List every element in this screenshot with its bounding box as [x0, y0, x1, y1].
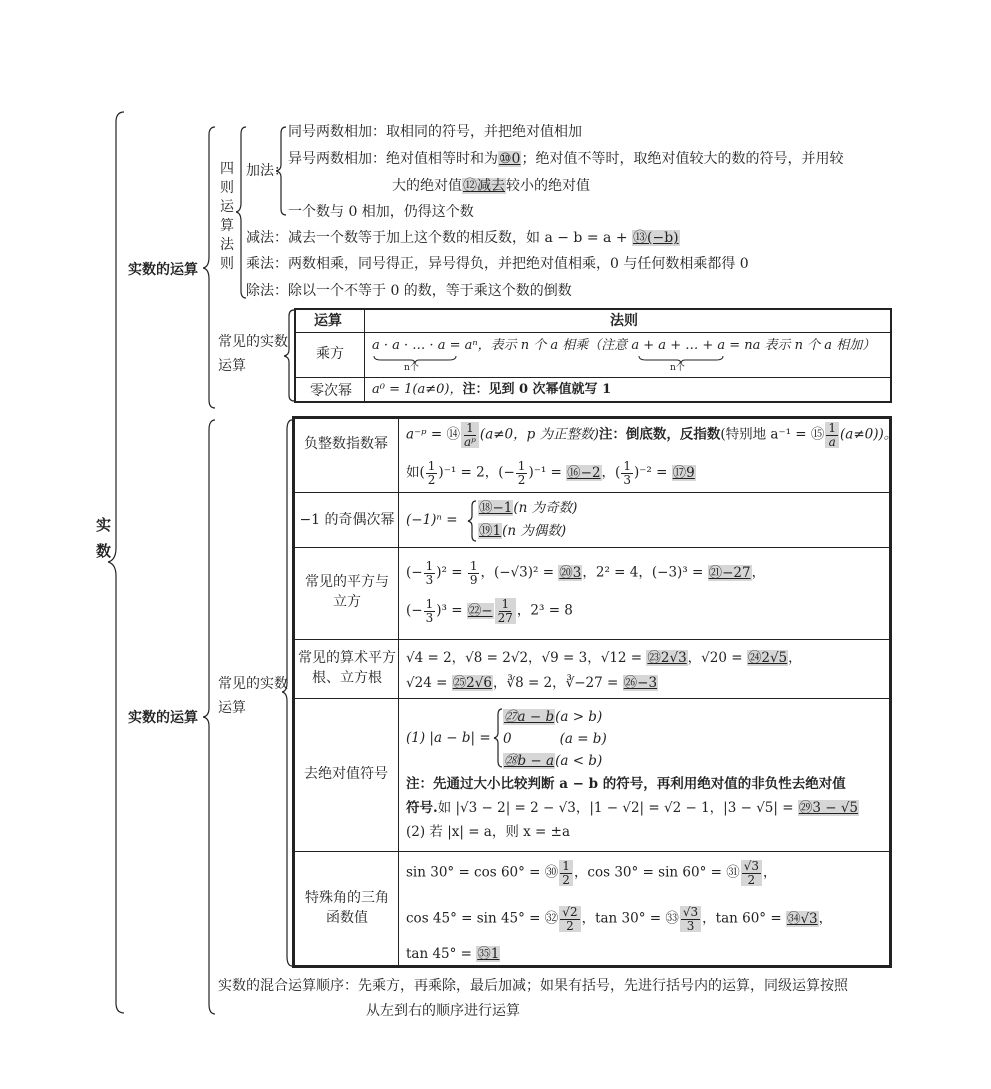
abs-example: 符号.如 |√3 − 2| = 2 − √3，|1 − √2| = √2 − 1，|3 − √5| = ㉙3 − √5 — [406, 800, 859, 816]
section1-brace — [203, 125, 217, 410]
roots-line1: √4 = 2，√8 = 2√2，√9 = 3，√12 = ㉓2√3，√20 = ㉔2√5， — [406, 650, 802, 666]
abs-part2: (2) 若 |x| = a，则 x = ±a — [406, 824, 571, 840]
section2-common-label: 常见的实数运算 — [218, 676, 288, 716]
n-count-2: n个 — [670, 363, 685, 373]
zero-power-rule: a⁰ = 1(a≠0)，注：见到 0 次幂值就写 1 — [372, 382, 612, 397]
mixed-order-line2: 从左到右的顺序进行运算 — [366, 1003, 520, 1019]
table-header-op: 运算 — [314, 313, 342, 329]
abs-brace — [493, 708, 503, 768]
row-absolute-value: 去绝对值符号 — [304, 766, 388, 782]
power-label: 乘方 — [316, 346, 344, 362]
rules-label: 四则运算法则 — [220, 161, 234, 272]
mul-rule: 乘法：两数相乘，同号得正，异号得负，并把绝对值相乘，0 与任何数相乘都得 0 — [246, 256, 749, 272]
section2-brace — [203, 418, 217, 1016]
sub-rule: 减法：减去一个数等于加上这个数的相反数，如 a − b = a + ⑬(−b) — [246, 230, 679, 246]
abs-case-1: ㉗a − b(a > b) — [504, 709, 603, 725]
minus-one-power-lead: (−1)ⁿ = — [406, 512, 458, 528]
blank-24: ㉔2√5 — [747, 650, 788, 666]
blank-20: ⑳3 — [559, 564, 582, 581]
section1-label: 实数的运算 — [128, 262, 198, 278]
power-rule: a · a · … · a = aⁿ，表示 n 个 a 相乘（注意 a + a + … + a = na 表示 n 个 a 相加） — [372, 338, 876, 353]
minus-one-even: ⑲1(n 为偶数) — [479, 523, 567, 539]
blank-22: ㉒− — [467, 602, 493, 619]
blank-29: ㉙3 − √5 — [798, 800, 859, 816]
blank-25: ㉕2√6 — [452, 675, 492, 691]
blank-13: ⑬(−b) — [633, 230, 679, 246]
abs-case-2: 0 (a = b) — [503, 731, 607, 747]
square-cube-line2: (− $\frac{1}{3}$ )³ = ㉒− $\frac{1}{27}$ ，2³ = 8 — [406, 597, 573, 625]
blank-12: ⑫减去 — [463, 178, 505, 194]
trig-line1: sin 30° = cos 60° = ㉚ $\frac{1}{2}$ ，cos 30° = sin 60° = ㉛ $\frac{√3}{2}$ ， — [406, 859, 777, 887]
section2-label: 实数的运算 — [128, 710, 198, 726]
table-header-rule: 法则 — [610, 313, 638, 329]
blank-10: ⑩0 — [499, 151, 521, 167]
rules-brace — [236, 125, 248, 300]
trig-line3: tan 45° = ㉟1 — [406, 946, 500, 962]
abs-case-3: ㉘b − a(a < b) — [504, 753, 603, 769]
negative-exponent-examples: 如( $\frac{1}{2}$ )⁻¹ = 2，(− $\frac{1}{2}$ )⁻¹ = ⑯−2，( $\frac{1}{3}$ )⁻² = ⑰9 — [406, 459, 695, 487]
row-negative-exponent: 负整数指数幂 — [304, 436, 388, 452]
row-roots: 常见的算术平方根、立方根 — [298, 650, 396, 686]
n-count-1: n个 — [404, 363, 419, 373]
minus-one-odd: ⑱−1(n 为奇数) — [479, 500, 578, 516]
add-diff-sign-line2: 大的绝对值⑫减去较小的绝对值 — [392, 178, 590, 194]
blank-35: ㉟1 — [477, 946, 500, 962]
blank-21: ㉑−27 — [708, 564, 751, 581]
add-same-sign: 同号两数相加：取相同的符号，并把绝对值相加 — [288, 124, 582, 140]
square-cube-line1: (− $\frac{1}{3}$ )² = $\frac{1}{9}$ ，(−√3)² = ⑳3，2² = 4，(−3)³ = ㉑−27， — [406, 559, 766, 587]
abs-lead: (1) |a − b| = — [406, 730, 491, 746]
add-label: 加法： — [246, 163, 288, 179]
add-zero: 一个数与 0 相加，仍得这个数 — [288, 204, 474, 220]
row-square-cube: 常见的平方与立方 — [305, 574, 389, 610]
roots-line2: √24 = ㉕2√6，∛8 = 2，∛−27 = ㉖−3 — [406, 675, 658, 691]
row-trig: 特殊角的三角函数值 — [305, 890, 389, 926]
root-label: 实数 — [96, 516, 112, 560]
trig-line2: cos 45° = sin 45° = ㉜ $\frac{√2}{2}$ ，tan 30° = ㉝ $\frac{√3}{3}$ ，tan 60° = ㉞√3， — [406, 905, 833, 933]
add-brace — [276, 125, 288, 217]
abs-note: 注：先通过大小比较判断 a − b 的符号，再利用绝对值的非负性去绝对值 — [406, 776, 846, 792]
blank-34: ㉞√3 — [786, 910, 818, 927]
blank-23: ㉓2√3 — [647, 650, 687, 666]
zero-power-label: 零次幂 — [310, 383, 352, 399]
add-diff-sign-line1: 异号两数相加：绝对值相等时和为⑩0；绝对值不等时，取绝对值较大的数的符号，并用较 — [288, 151, 844, 167]
div-rule: 除法：除以一个不等于 0 的数，等于乘这个数的倒数 — [246, 283, 572, 299]
blank-17: ⑰9 — [672, 464, 695, 481]
negative-exponent-def: a⁻ᵖ = ⑭ $\frac{1}{\text{aᵖ}}$ (a≠0，p 为正整数)注：倒底数，反指数(特别地 a⁻¹ = ⑮ $\frac{1}{a}$ (a≠0))。 — [406, 421, 898, 449]
blank-16: ⑯−2 — [567, 464, 601, 481]
section1-common-label: 常见的实数运算 — [218, 334, 288, 374]
minus-one-brace — [467, 500, 477, 542]
row-minus-one-power: −1 的奇偶次幂 — [299, 512, 395, 528]
blank-26: ㉖−3 — [623, 675, 658, 691]
mixed-order-line1: 实数的混合运算顺序：先乘方，再乘除，最后加减；如果有括号，先进行括号内的运算，同级运算按照 — [218, 978, 848, 994]
